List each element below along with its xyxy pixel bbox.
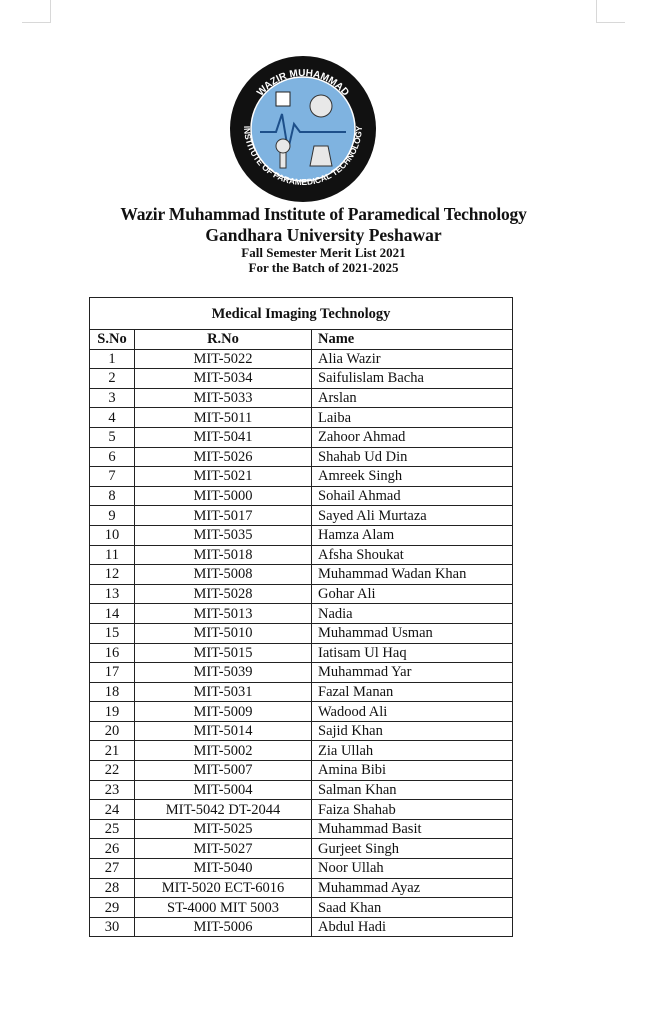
- cell-rno: MIT-5041: [135, 427, 312, 447]
- cell-sno: 2: [90, 369, 135, 389]
- cell-name: Noor Ullah: [312, 859, 513, 879]
- cell-sno: 30: [90, 917, 135, 937]
- table-row: [90, 408, 513, 428]
- cell-sno: 12: [90, 565, 135, 585]
- cell-sno: 11: [90, 545, 135, 565]
- cell-name: Fazal Manan: [312, 682, 513, 702]
- cell-rno: MIT-5000: [135, 486, 312, 506]
- cell-name: Shahab Ud Din: [312, 447, 513, 467]
- cell-rno: MIT-5025: [135, 819, 312, 839]
- table-row: [90, 721, 513, 741]
- cell-rno: MIT-5008: [135, 565, 312, 585]
- institute-name: Wazir Muhammad Institute of Paramedical Technology: [120, 204, 527, 224]
- table-row: [90, 878, 513, 898]
- cell-sno: 23: [90, 780, 135, 800]
- table-row: [90, 506, 513, 526]
- table-row: [90, 604, 513, 624]
- cell-rno: MIT-5002: [135, 741, 312, 761]
- table-row: [90, 467, 513, 487]
- cell-rno: MIT-5006: [135, 917, 312, 937]
- cell-name: Alia Wazir: [312, 349, 513, 369]
- institute-logo: [228, 54, 378, 204]
- cell-rno: MIT-5009: [135, 702, 312, 722]
- table-row: [90, 584, 513, 604]
- table-row: [90, 349, 513, 369]
- table-row: [90, 623, 513, 643]
- cell-sno: 20: [90, 721, 135, 741]
- cell-sno: 22: [90, 761, 135, 781]
- cell-name: Laiba: [312, 408, 513, 428]
- page-corner-mark: [22, 0, 51, 23]
- cell-rno: MIT-5028: [135, 584, 312, 604]
- cell-sno: 10: [90, 525, 135, 545]
- logo-ring-text-top: WAZIR MUHAMMAD: [255, 67, 351, 99]
- cell-sno: 7: [90, 467, 135, 487]
- cell-sno: 14: [90, 604, 135, 624]
- cell-rno: MIT-5022: [135, 349, 312, 369]
- table-row: [90, 682, 513, 702]
- cell-rno: MIT-5018: [135, 545, 312, 565]
- cell-rno: ST-4000 MIT 5003: [135, 898, 312, 918]
- table-row: [90, 761, 513, 781]
- table-row: [90, 565, 513, 585]
- cell-rno: MIT-5033: [135, 388, 312, 408]
- cell-name: Amina Bibi: [312, 761, 513, 781]
- cell-sno: 6: [90, 447, 135, 467]
- table-row: [90, 917, 513, 937]
- cell-rno: MIT-5010: [135, 623, 312, 643]
- cell-name: Muhammad Wadan Khan: [312, 565, 513, 585]
- cell-sno: 17: [90, 663, 135, 683]
- merit-list-table: [89, 297, 513, 937]
- cell-name: Muhammad Usman: [312, 623, 513, 643]
- cell-sno: 9: [90, 506, 135, 526]
- table-row: [90, 447, 513, 467]
- cell-sno: 29: [90, 898, 135, 918]
- cell-sno: 13: [90, 584, 135, 604]
- cell-name: Muhammad Yar: [312, 663, 513, 683]
- cell-rno: MIT-5031: [135, 682, 312, 702]
- cell-sno: 19: [90, 702, 135, 722]
- table-row: [90, 800, 513, 820]
- table-row: [90, 839, 513, 859]
- table-row: [90, 388, 513, 408]
- cell-rno: MIT-5035: [135, 525, 312, 545]
- cell-name: Wadood Ali: [312, 702, 513, 722]
- cell-name: Zahoor Ahmad: [312, 427, 513, 447]
- merit-list-title: Fall Semester Merit List 2021: [241, 245, 406, 260]
- cell-rno: MIT-5004: [135, 780, 312, 800]
- cell-rno: MIT-5013: [135, 604, 312, 624]
- cell-sno: 26: [90, 839, 135, 859]
- column-header-name: Name: [312, 330, 513, 350]
- cell-name: Arslan: [312, 388, 513, 408]
- page-corner-mark: [596, 0, 625, 23]
- column-header-rno: R.No: [135, 330, 312, 350]
- cell-name: Zia Ullah: [312, 741, 513, 761]
- cell-name: Afsha Shoukat: [312, 545, 513, 565]
- cell-rno: MIT-5014: [135, 721, 312, 741]
- cell-rno: MIT-5020 ECT-6016: [135, 878, 312, 898]
- university-name: Gandhara University Peshawar: [205, 225, 442, 245]
- cell-rno: MIT-5039: [135, 663, 312, 683]
- cell-name: Iatisam Ul Haq: [312, 643, 513, 663]
- cell-rno: MIT-5015: [135, 643, 312, 663]
- table-row: [90, 898, 513, 918]
- cell-sno: 3: [90, 388, 135, 408]
- table-row: [90, 545, 513, 565]
- cell-name: Sayed Ali Murtaza: [312, 506, 513, 526]
- cell-name: Muhammad Basit: [312, 819, 513, 839]
- cell-sno: 18: [90, 682, 135, 702]
- cell-name: Nadia: [312, 604, 513, 624]
- cell-sno: 5: [90, 427, 135, 447]
- cell-rno: MIT-5011: [135, 408, 312, 428]
- document-header: [0, 204, 647, 275]
- cell-name: Muhammad Ayaz: [312, 878, 513, 898]
- cell-sno: 15: [90, 623, 135, 643]
- cell-sno: 4: [90, 408, 135, 428]
- cell-name: Salman Khan: [312, 780, 513, 800]
- cell-name: Gurjeet Singh: [312, 839, 513, 859]
- table-row: [90, 486, 513, 506]
- batch-label: For the Batch of 2021-2025: [248, 260, 399, 275]
- table-row: [90, 859, 513, 879]
- table-header-row: [90, 330, 513, 350]
- cell-sno: 16: [90, 643, 135, 663]
- table-row: [90, 663, 513, 683]
- cell-name: Sajid Khan: [312, 721, 513, 741]
- cell-name: Amreek Singh: [312, 467, 513, 487]
- cell-rno: MIT-5007: [135, 761, 312, 781]
- cell-sno: 21: [90, 741, 135, 761]
- table-title: Medical Imaging Technology: [90, 298, 513, 330]
- table-row: [90, 643, 513, 663]
- cell-sno: 27: [90, 859, 135, 879]
- cell-sno: 28: [90, 878, 135, 898]
- cell-rno: MIT-5042 DT-2044: [135, 800, 312, 820]
- cell-rno: MIT-5021: [135, 467, 312, 487]
- cell-name: Abdul Hadi: [312, 917, 513, 937]
- cell-rno: MIT-5040: [135, 859, 312, 879]
- table-row: [90, 369, 513, 389]
- cell-rno: MIT-5034: [135, 369, 312, 389]
- cell-rno: MIT-5027: [135, 839, 312, 859]
- cell-name: Gohar Ali: [312, 584, 513, 604]
- cell-sno: 25: [90, 819, 135, 839]
- table-row: [90, 427, 513, 447]
- column-header-sno: S.No: [90, 330, 135, 350]
- cell-sno: 8: [90, 486, 135, 506]
- cell-name: Faiza Shahab: [312, 800, 513, 820]
- cell-sno: 1: [90, 349, 135, 369]
- cell-name: Hamza Alam: [312, 525, 513, 545]
- cell-rno: MIT-5026: [135, 447, 312, 467]
- table-row: [90, 741, 513, 761]
- cell-rno: MIT-5017: [135, 506, 312, 526]
- cell-name: Saad Khan: [312, 898, 513, 918]
- cell-name: Sohail Ahmad: [312, 486, 513, 506]
- cell-name: Saifulislam Bacha: [312, 369, 513, 389]
- table-row: [90, 702, 513, 722]
- logo-ring-text-bottom: INSTITUTE OF PARAMEDICAL TECHNOLOGY: [241, 125, 365, 188]
- table-row: [90, 780, 513, 800]
- table-row: [90, 819, 513, 839]
- table-row: [90, 525, 513, 545]
- cell-sno: 24: [90, 800, 135, 820]
